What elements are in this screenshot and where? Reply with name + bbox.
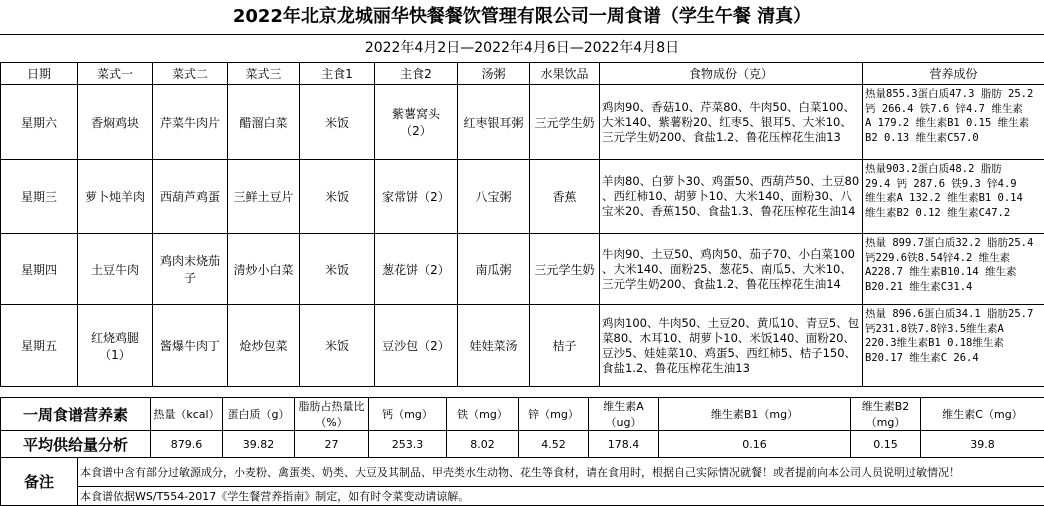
soup-cell: 八宝粥 (458, 160, 530, 234)
fruit-cell: 香蕉 (530, 160, 600, 234)
page-title: 2022年北京龙城丽华快餐餐饮管理有限公司一周食谱（学生午餐 清真） (0, 0, 1044, 35)
dish1-cell: 红烧鸡腿 （1） (78, 305, 153, 387)
summary-value-vitamin-b1: 0.16 (659, 431, 851, 458)
header-fruit: 水果饮品 (530, 63, 600, 85)
header-dish3: 菜式三 (228, 63, 300, 85)
date-range: 2022年4月2日—2022年4月6日—2022年4月8日 (0, 35, 1044, 63)
summary-header: 热量（kcal） (151, 398, 223, 431)
ingredients-cell: 羊肉80、白萝卜30、鸡蛋50、西葫芦50、土豆80 、西红柿10、胡萝卜10、大米140、面粉30、八 宝米20、香蕉150、食盐1.3、鲁花压榨花生油14 (600, 160, 863, 234)
summary-value-fat-ratio: 27 (295, 431, 369, 458)
summary-value-vitamin-c: 39.8 (921, 431, 1044, 458)
menu-row-wednesday (1, 160, 1044, 234)
dish3-cell: 醋溜白菜 (228, 85, 300, 160)
nutrition-cell: 热量903.2蛋白质48.2 脂肪 29.4 钙 287.6 铁9.3 锌4.9 维生素A 132.2 维生素B1 0.14 维生素B2 0.12 维生素C47.2 (863, 160, 1044, 234)
fruit-cell: 三元学生奶 (530, 85, 600, 160)
summary-label-nutrients: 一周食谱营养素 (1, 398, 151, 431)
staple1-cell: 米饭 (300, 305, 375, 387)
summary-header: 钙（mg） (369, 398, 447, 431)
allergen-note: 本食谱中含有部分过敏源成分，小麦粉、禽蛋类、奶类、大豆及其制品、甲壳类水生动物、花生等食材，请在食用时，根据自己实际情况就餐！或者提前向本公司人员说明过敏情况！ (78, 458, 1044, 487)
summary-header: 维生素B1（mg） (659, 398, 851, 431)
dish3-cell: 清炒小白菜 (228, 234, 300, 305)
summary-header: 脂肪占热量比（%） (295, 398, 369, 431)
menu-row-saturday (1, 85, 1044, 160)
summary-header: 维生素B2（mg） (851, 398, 921, 431)
menu-row-friday (1, 305, 1044, 387)
summary-value-calcium: 253.3 (369, 431, 447, 458)
header-dish2: 菜式二 (153, 63, 228, 85)
staple2-cell: 葱花饼（2） (375, 234, 458, 305)
summary-header: 蛋白质（g） (223, 398, 295, 431)
dish1-cell: 香焖鸡块 (78, 85, 153, 160)
summary-label-average: 平均供给量分析 (1, 431, 151, 458)
nutrition-cell: 热量 899.7蛋白质32.2 脂肪25.4 钙229.6铁8.54锌4.2 维生素 A228.7 维生素B10.14 维生素 B20.21 维生素C31.4 (863, 234, 1044, 305)
ingredients-cell: 鸡肉100、牛肉50、土豆20、黄瓜10、青豆5、包 菜80、木耳10、胡萝卜10、米饭140、面粉20、 豆沙5、娃娃菜10、鸡蛋5、西红柿5、桔子150、 食盐1.2、鲁花压榨花生油13 (600, 305, 863, 387)
dish3-cell: 炝炒包菜 (228, 305, 300, 387)
soup-cell: 南瓜粥 (458, 234, 530, 305)
summary-header-row (1, 398, 1044, 431)
summary-value-iron: 8.02 (447, 431, 519, 458)
menu-header-row (1, 63, 1044, 85)
dish2-cell: 酱爆牛肉丁 (153, 305, 228, 387)
summary-header: 维生素A（ug） (589, 398, 659, 431)
menu-row-thursday (1, 234, 1044, 305)
summary-header: 锌（mg） (519, 398, 589, 431)
day-cell: 星期四 (1, 234, 78, 305)
fruit-cell: 桔子 (530, 305, 600, 387)
staple1-cell: 米饭 (300, 160, 375, 234)
staple1-cell: 米饭 (300, 234, 375, 305)
dish3-cell: 三鲜土豆片 (228, 160, 300, 234)
staple2-cell: 家常饼（2） (375, 160, 458, 234)
summary-value-zinc: 4.52 (519, 431, 589, 458)
notes-row-standard (1, 487, 1044, 506)
header-soup: 汤粥 (458, 63, 530, 85)
summary-value-vitamin-b2: 0.15 (851, 431, 921, 458)
day-cell: 星期三 (1, 160, 78, 234)
fruit-cell: 三元学生奶 (530, 234, 600, 305)
header-nutrition: 营养成份 (863, 63, 1044, 85)
standard-note: 本食谱依据WS/T554-2017《学生餐营养指南》制定，如有时令菜变动请谅解。 (78, 487, 1044, 506)
nutrition-cell: 热量855.3蛋白质47.3 脂肪 25.2 钙 266.4 铁7.6 锌4.7 维生素 A 179.2 维生素B1 0.15 维生素 B2 0.13 维生素C57.0 (863, 85, 1044, 160)
summary-header: 铁（mg） (447, 398, 519, 431)
header-date: 日期 (1, 63, 78, 85)
notes-table (0, 457, 1044, 506)
summary-header: 维生素C（mg） (921, 398, 1044, 431)
ingredients-cell: 牛肉90、土豆50、鸡肉50、茄子70、小白菜100 、大米140、面粉25、葱花5、南瓜5、大米10、 三元学生奶200、食盐1.2、鲁花压榨花生油14 (600, 234, 863, 305)
dish1-cell: 萝卜炖羊肉 (78, 160, 153, 234)
summary-values-row (1, 431, 1044, 458)
summary-value-energy: 879.6 (151, 431, 223, 458)
header-staple1: 主食1 (300, 63, 375, 85)
header-staple2: 主食2 (375, 63, 458, 85)
ingredients-cell: 鸡肉90、香菇10、芹菜80、牛肉50、白菜100、 大米140、紫薯粉20、红枣5、银耳5、大米10、 三元学生奶200、食盐1.2、鲁花压榨花生油13 (600, 85, 863, 160)
nutrition-cell: 热量 896.6蛋白质34.1 脂肪25.7 钙231.8铁7.8锌3.5维生素A 220.3维生素B1 0.18维生素 B20.17 维生素C 26.4 (863, 305, 1044, 387)
staple1-cell: 米饭 (300, 85, 375, 160)
day-cell: 星期六 (1, 85, 78, 160)
weekly-menu-table (0, 62, 1044, 387)
nutrition-summary-table (0, 397, 1044, 458)
header-dish1: 菜式一 (78, 63, 153, 85)
header-ingredients: 食物成份（克） (600, 63, 863, 85)
notes-row-allergen (1, 458, 1044, 487)
notes-label: 备注 (1, 458, 78, 506)
dish1-cell: 土豆牛肉 (78, 234, 153, 305)
soup-cell: 娃娃菜汤 (458, 305, 530, 387)
soup-cell: 红枣银耳粥 (458, 85, 530, 160)
dish2-cell: 鸡肉末烧茄子 (153, 234, 228, 305)
summary-value-protein: 39.82 (223, 431, 295, 458)
dish2-cell: 芹菜牛肉片 (153, 85, 228, 160)
summary-value-vitamin-a: 178.4 (589, 431, 659, 458)
dish2-cell: 西葫芦鸡蛋 (153, 160, 228, 234)
day-cell: 星期五 (1, 305, 78, 387)
staple2-cell: 紫薯窝头 （2） (375, 85, 458, 160)
staple2-cell: 豆沙包（2） (375, 305, 458, 387)
